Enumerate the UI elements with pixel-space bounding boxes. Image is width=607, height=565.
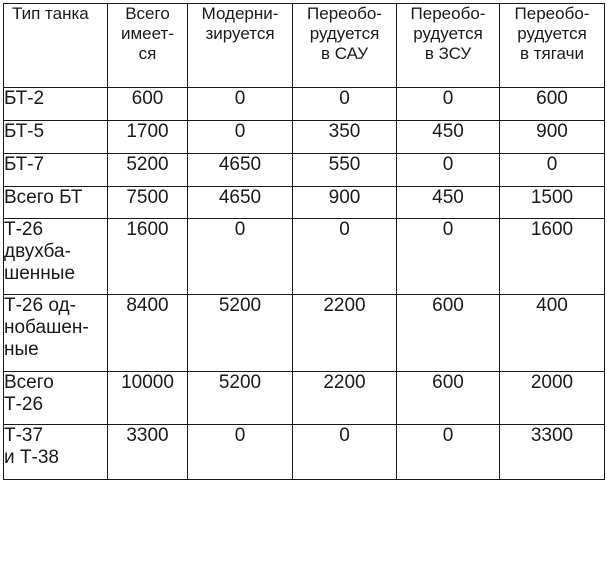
cell-tank-type: Всего Т-26 [4, 372, 108, 425]
header-modernized: Модерни- зируется [188, 4, 293, 88]
cell-total: 8400 [108, 295, 188, 372]
table-row [4, 154, 605, 187]
cell-tractors: 600 [500, 88, 605, 121]
cell-total: 5200 [108, 154, 188, 187]
cell-tank-type: Т-26 од- нобашен- ные [4, 295, 108, 372]
cell-modernized: 0 [188, 219, 293, 295]
cell-zsu: 600 [397, 372, 500, 425]
cell-sau: 350 [293, 121, 397, 154]
cell-tractors: 1600 [500, 219, 605, 295]
cell-tank-type: БТ-7 [4, 154, 108, 187]
header-converted-tractors: Переобо- рудуется в тягачи [500, 4, 605, 88]
cell-sau: 0 [293, 88, 397, 121]
cell-tractors: 900 [500, 121, 605, 154]
cell-sau: 900 [293, 187, 397, 219]
cell-modernized: 5200 [188, 295, 293, 372]
cell-tank-type: Всего БТ [4, 187, 108, 219]
cell-total: 10000 [108, 372, 188, 425]
cell-total: 600 [108, 88, 188, 121]
tank-conversion-table [3, 3, 605, 480]
cell-zsu: 0 [397, 88, 500, 121]
cell-total: 1600 [108, 219, 188, 295]
cell-modernized: 4650 [188, 154, 293, 187]
cell-total: 3300 [108, 425, 188, 480]
table-row [4, 187, 605, 219]
cell-modernized: 4650 [188, 187, 293, 219]
cell-tank-type: Т-26 двухба- шенные [4, 219, 108, 295]
cell-zsu: 450 [397, 187, 500, 219]
cell-tractors: 2000 [500, 372, 605, 425]
cell-zsu: 0 [397, 219, 500, 295]
table-row [4, 219, 605, 295]
cell-modernized: 5200 [188, 372, 293, 425]
table-row [4, 425, 605, 480]
cell-total: 7500 [108, 187, 188, 219]
cell-sau: 550 [293, 154, 397, 187]
cell-sau: 0 [293, 425, 397, 480]
cell-tractors: 400 [500, 295, 605, 372]
table-row [4, 372, 605, 425]
header-tank-type: Тип танка [4, 4, 108, 88]
cell-zsu: 0 [397, 425, 500, 480]
table-row [4, 121, 605, 154]
cell-zsu: 450 [397, 121, 500, 154]
cell-total: 1700 [108, 121, 188, 154]
table-header-row [4, 4, 605, 88]
cell-tank-type: БТ-5 [4, 121, 108, 154]
cell-sau: 0 [293, 219, 397, 295]
table-row [4, 295, 605, 372]
cell-tank-type: Т-37 и Т-38 [4, 425, 108, 480]
cell-sau: 2200 [293, 295, 397, 372]
cell-modernized: 0 [188, 425, 293, 480]
cell-tank-type: БТ-2 [4, 88, 108, 121]
cell-tractors: 1500 [500, 187, 605, 219]
cell-zsu: 0 [397, 154, 500, 187]
table-row [4, 88, 605, 121]
header-converted-sau: Переобо- рудуется в САУ [293, 4, 397, 88]
cell-zsu: 600 [397, 295, 500, 372]
cell-modernized: 0 [188, 88, 293, 121]
cell-sau: 2200 [293, 372, 397, 425]
cell-tractors: 3300 [500, 425, 605, 480]
cell-modernized: 0 [188, 121, 293, 154]
header-total-available: Всего имеет- ся [108, 4, 188, 88]
header-converted-zsu: Переобо- рудуется в ЗСУ [397, 4, 500, 88]
cell-tractors: 0 [500, 154, 605, 187]
